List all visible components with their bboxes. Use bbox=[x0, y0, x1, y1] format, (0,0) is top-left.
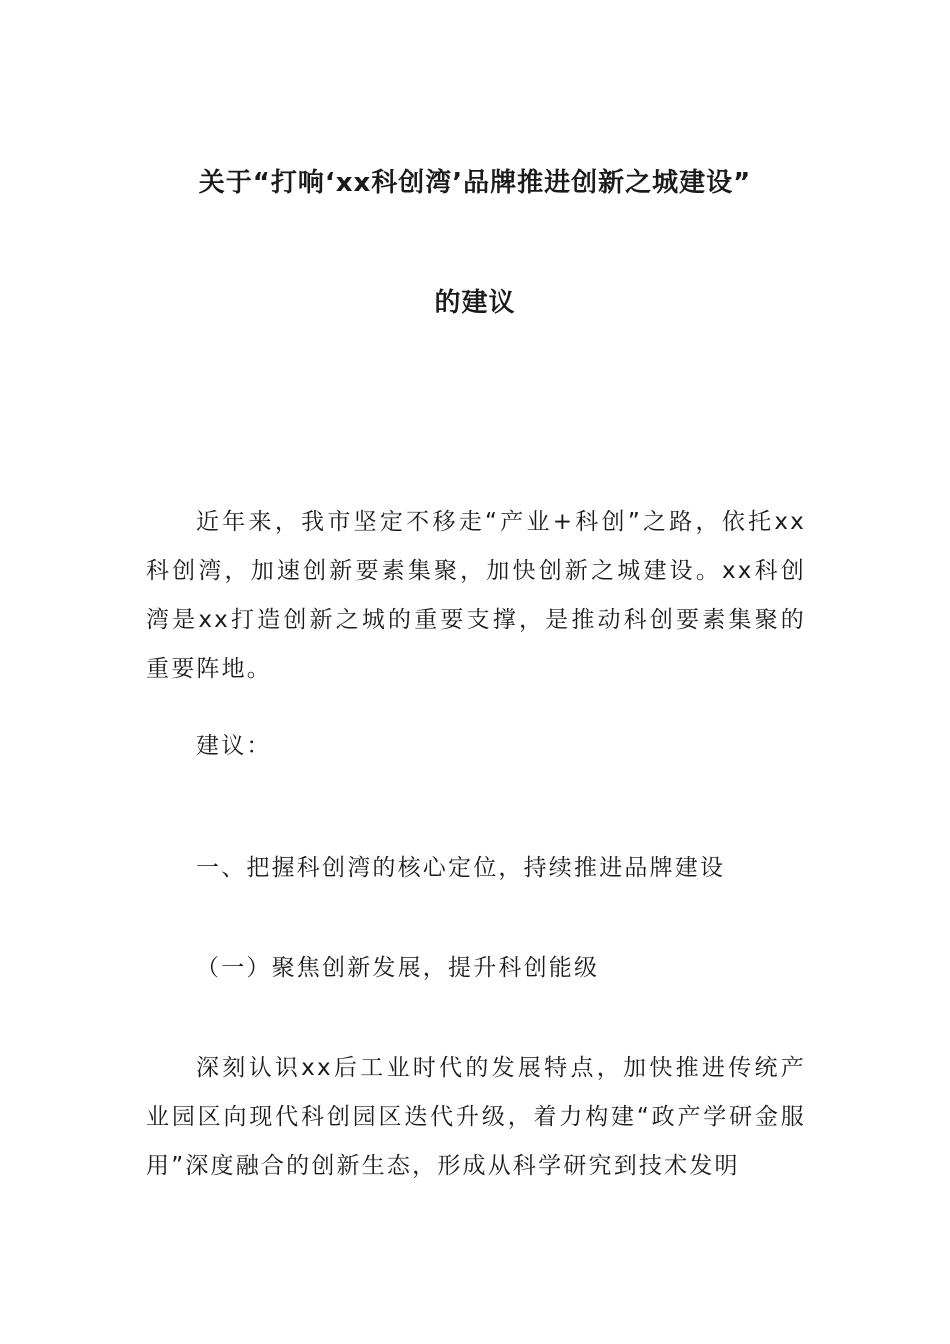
suggestion-label: 建议： bbox=[196, 733, 272, 759]
document-title-line-1: 关于“打响‘xx科创湾’品牌推进创新之城建设” bbox=[198, 168, 752, 198]
document-title-line-2: 的建议 bbox=[434, 288, 516, 318]
subsection-heading-1-1: （一）聚焦创新发展，提升科创能级 bbox=[196, 955, 600, 981]
intro-paragraph: 近年来，我市坚定不移走“产业+科创”之路，依托xx科创湾，加速创新要素集聚，加快创新之城建设。xx科创湾是xx打造创新之城的重要支撑，是推动科创要素集聚的重要阵地。 bbox=[146, 509, 806, 682]
section-heading-1: 一、把握科创湾的核心定位，持续推进品牌建设 bbox=[196, 855, 726, 881]
body-paragraph-1: 深刻认识xx后工业时代的发展特点，加快推进传统产业园区向现代科创园区迭代升级，着力构建“政产学研金服用”深度融合的创新生态，形成从科学研究到技术发明 bbox=[146, 1055, 806, 1179]
